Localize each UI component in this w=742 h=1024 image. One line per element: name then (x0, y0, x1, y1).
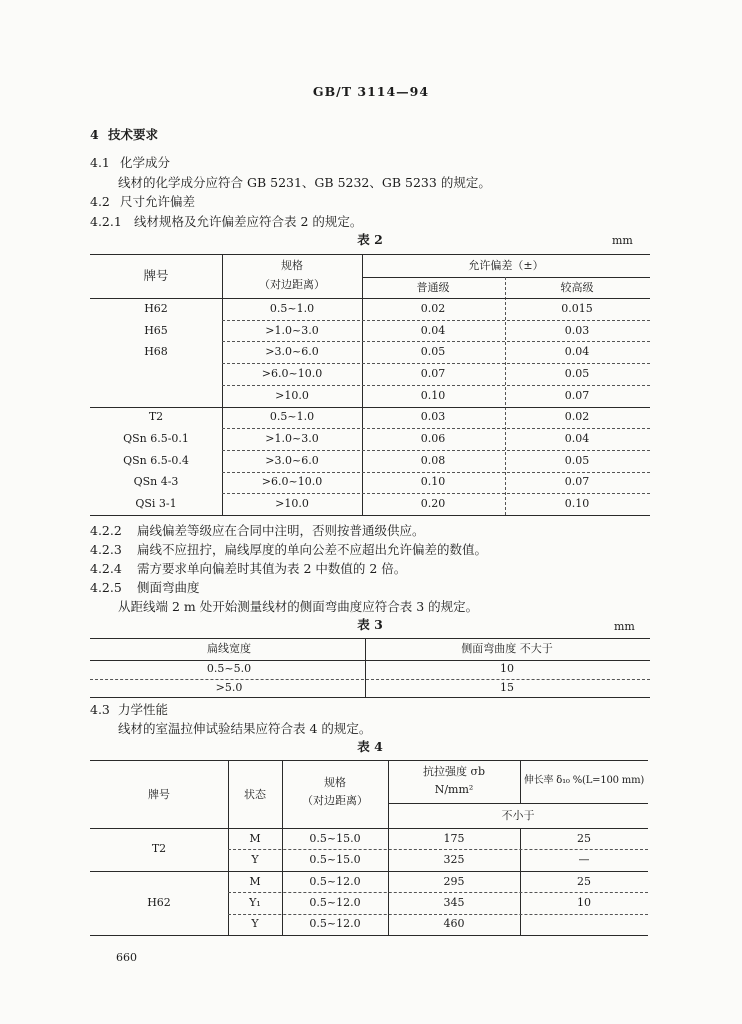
table2-row-divider (222, 472, 650, 473)
table4-temper-cell: Y (251, 917, 259, 931)
table4-col-divider (282, 760, 283, 935)
table2-normal-tolerance-cell: 0.07 (420, 366, 446, 380)
table2-spec-cell: >10.0 (275, 388, 309, 402)
table4-row-divider (228, 849, 648, 850)
section-4-1-number: 4.1 (90, 155, 110, 170)
table3-width-cell: >5.0 (215, 680, 243, 694)
table4-col-divider (388, 760, 389, 935)
table3-row-divider (90, 679, 650, 680)
table2-normal-tolerance-cell: 0.02 (420, 301, 446, 315)
table2-grade-label: H62 (144, 301, 168, 315)
table4-spec-cell: 0.5~15.0 (309, 831, 361, 845)
table3-bottom-rule (90, 697, 650, 698)
table2-normal-tolerance-cell: 0.10 (420, 475, 446, 489)
table2-spec-cell: 0.5~1.0 (269, 301, 315, 315)
table4-col-divider (520, 760, 521, 803)
table2-col-divider (505, 277, 506, 515)
section-4-2-1-number: 4.2.1 (90, 214, 122, 229)
table2-spec-cell: >6.0~10.0 (261, 475, 323, 489)
table2-normal-tolerance-cell: 0.04 (420, 323, 446, 337)
table4-caption: 表 4 (357, 739, 383, 754)
table4-tensile-cell: 325 (443, 853, 465, 867)
table2-spec-cell: 0.5~1.0 (269, 410, 315, 424)
table2-unit: mm (612, 234, 633, 247)
table2-row-divider (222, 493, 650, 494)
table2-row-divider (222, 363, 650, 364)
section-4-2-5-title: 侧面弯曲度 (137, 580, 200, 595)
table4-grade-label: T2 (151, 842, 167, 856)
table2-row-divider (222, 450, 650, 451)
table3-header-bend: 侧面弯曲度 不大于 (461, 642, 553, 655)
table3-bend-cell: 15 (500, 680, 514, 694)
table2-grade-label: QSn 6.5-0.4 (123, 453, 189, 467)
section-4-2-number: 4.2 (90, 194, 110, 209)
table2-spec-cell: >3.0~6.0 (265, 453, 319, 467)
table2-normal-tolerance-cell: 0.08 (420, 453, 446, 467)
table4-tensile-cell: 175 (443, 831, 465, 845)
table2-normal-tolerance-cell: 0.05 (420, 345, 446, 359)
section-4-2-3-text: 扁线不应扭拧，扁线厚度的单向公差不应超出允许偏差的数值。 (137, 542, 488, 557)
table2-header-divider (362, 277, 650, 278)
table2-high-tolerance-cell: 0.05 (564, 453, 590, 467)
table4-header-tensile: 抗拉强度 σb (422, 765, 486, 778)
section-4-1-title: 化学成分 (120, 155, 171, 170)
section-4-2-title: 尺寸允许偏差 (120, 194, 196, 209)
table4-elongation-cell: — (578, 853, 590, 867)
table4-elongation-cell: 25 (577, 874, 591, 888)
table2-high-tolerance-cell: 0.05 (564, 366, 590, 380)
table2-high-tolerance-cell: 0.10 (564, 497, 590, 511)
table4-header-spec-sub: （对边距离） (302, 794, 368, 807)
table2-header-spec-sub: （对边距离） (259, 278, 325, 291)
table2-header-bottom-rule (90, 298, 650, 299)
table2-spec-cell: >1.0~3.0 (265, 323, 319, 337)
section-4-3-number: 4.3 (90, 702, 110, 717)
table2-high-tolerance-cell: 0.07 (564, 475, 590, 489)
table4-temper-cell: M (249, 831, 261, 845)
table4-temper-cell: Y (251, 853, 259, 867)
table4-top-rule (90, 760, 648, 761)
table2-row-divider (222, 341, 650, 342)
table4-spec-cell: 0.5~15.0 (309, 853, 361, 867)
standard-code-header: GB/T 3114—94 (312, 84, 430, 99)
table4-bottom-rule (90, 935, 648, 936)
table4-row-divider (228, 914, 648, 915)
table2-high-tolerance-cell: 0.04 (564, 432, 590, 446)
section-4-2-5-text: 从距线端 2 m 处开始测量线材的侧面弯曲度应符合表 3 的规定。 (118, 599, 479, 614)
section-4-3-text: 线材的室温拉伸试验结果应符合表 4 的规定。 (118, 721, 372, 736)
section-4-2-3-number: 4.2.3 (90, 542, 122, 557)
table4-temper-cell: M (249, 874, 261, 888)
table2-grade-label: H65 (144, 323, 168, 337)
table4-col-divider (228, 760, 229, 935)
table2-spec-cell: >10.0 (275, 497, 309, 511)
table3-header-width: 扁线宽度 (207, 642, 251, 655)
page-number: 660 (116, 951, 137, 964)
table4-header-divider (388, 803, 648, 804)
section-4-2-1-text: 线材规格及允许偏差应符合表 2 的规定。 (134, 214, 363, 229)
table2-top-rule (90, 254, 650, 255)
table2-header-normal: 普通级 (416, 281, 450, 294)
table2-header-tolerance: 允许偏差（±） (468, 259, 544, 272)
table2-normal-tolerance-cell: 0.03 (420, 410, 446, 424)
table2-high-tolerance-cell: 0.02 (564, 410, 590, 424)
table4-header-temper: 状态 (244, 788, 266, 801)
table2-grade-label: QSn 4-3 (133, 475, 179, 489)
table4-elongation-cell: 10 (577, 895, 591, 909)
table2-spec-cell: >1.0~3.0 (265, 432, 319, 446)
table4-spec-cell: 0.5~12.0 (309, 917, 361, 931)
table2-high-tolerance-cell: 0.07 (564, 388, 590, 402)
table4-temper-cell: Y₁ (249, 895, 261, 909)
table3-caption: 表 3 (357, 617, 383, 632)
section-4-number: 4 (90, 127, 99, 142)
table2-grade-label: T2 (148, 410, 164, 424)
section-4-2-2-text: 扁线偏差等级应在合同中注明，否则按普通级供应。 (137, 523, 425, 538)
table4-header-elongation: 伸长率 δ₁₀ %(L=100 mm) (523, 775, 645, 786)
table2-grade-label: H68 (144, 345, 168, 359)
table2-normal-tolerance-cell: 0.10 (420, 388, 446, 402)
section-4-2-5-number: 4.2.5 (90, 580, 122, 595)
section-4-2-4-text: 需方要求单向偏差时其值为表 2 中数值的 2 倍。 (137, 561, 407, 576)
table3-unit: mm (614, 620, 635, 633)
section-4-title: 技术要求 (108, 127, 159, 142)
table4-tensile-cell: 460 (443, 917, 465, 931)
table4-group-divider (90, 871, 648, 872)
table4-header-spec: 规格 (324, 776, 346, 789)
table2-normal-tolerance-cell: 0.06 (420, 432, 446, 446)
table3-top-rule (90, 638, 650, 639)
table2-row-divider (222, 385, 650, 386)
table2-caption: 表 2 (357, 232, 383, 247)
section-4-3-title: 力学性能 (118, 702, 169, 717)
table2-high-tolerance-cell: 0.04 (564, 345, 590, 359)
table2-row-divider (222, 320, 650, 321)
table4-grade-label: H62 (147, 895, 171, 909)
section-4-2-2-number: 4.2.2 (90, 523, 122, 538)
table2-normal-tolerance-cell: 0.20 (420, 497, 446, 511)
table2-grade-label: QSi 3-1 (135, 497, 177, 511)
table2-group-divider (90, 407, 650, 408)
table2-spec-cell: >3.0~6.0 (265, 345, 319, 359)
table4-spec-cell: 0.5~12.0 (309, 874, 361, 888)
table4-spec-cell: 0.5~12.0 (309, 895, 361, 909)
table4-row-divider (228, 892, 648, 893)
table2-grade-label: QSn 6.5-0.1 (123, 432, 189, 446)
table4-header-grade: 牌号 (148, 788, 170, 801)
table4-elongation-cell: 25 (577, 831, 591, 845)
table3-width-cell: 0.5~5.0 (206, 662, 252, 676)
table4-col-divider (520, 828, 521, 935)
table4-tensile-cell: 295 (443, 874, 465, 888)
table2-high-tolerance-cell: 0.03 (564, 323, 590, 337)
table3-col-divider (365, 638, 366, 697)
table2-row-divider (222, 428, 650, 429)
table4-tensile-cell: 345 (443, 895, 465, 909)
table2-high-tolerance-cell: 0.015 (561, 301, 593, 315)
table2-header-spec: 规格 (281, 259, 303, 272)
table3-header-bottom-rule (90, 660, 650, 661)
table4-header-tensile-unit: N/mm² (434, 783, 474, 796)
table4-header-min: 不小于 (501, 809, 535, 822)
table3-bend-cell: 10 (500, 662, 514, 676)
table2-header-grade: 牌号 (143, 268, 169, 283)
section-4-2-4-number: 4.2.4 (90, 561, 122, 576)
table4-header-bottom-rule (90, 828, 648, 829)
table2-bottom-rule (90, 515, 650, 516)
table2-header-high: 较高级 (560, 281, 594, 294)
table2-spec-cell: >6.0~10.0 (261, 366, 323, 380)
section-4-1-text: 线材的化学成分应符合 GB 5231、GB 5232、GB 5233 的规定。 (118, 175, 491, 190)
